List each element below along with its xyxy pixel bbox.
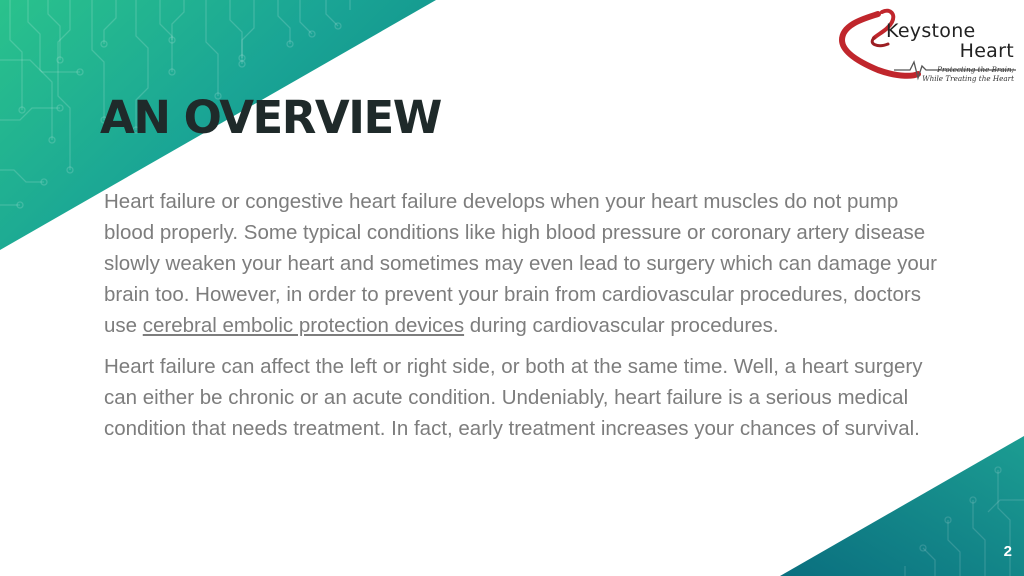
logo-tagline-line2: While Treating the Heart (922, 74, 1014, 83)
logo-tagline-line1: Protecting the Brain; (937, 65, 1014, 74)
logo-tagline (904, 65, 1014, 83)
cerebral-embolic-protection-link[interactable]: cerebral embolic protection devices (142, 314, 465, 337)
logo-wordmark-keystone: Keystone (886, 20, 976, 42)
slide-body (104, 186, 954, 454)
paragraph-1 (104, 186, 954, 341)
keystone-heart-logo[interactable] (838, 4, 1020, 88)
page-number: 2 (1003, 543, 1012, 560)
paragraph-1-text-end: during cardiovascular procedures. (464, 314, 779, 337)
paragraph-2: Heart failure can affect the left or right side, or both at the same time. Well, a heart surgery can either be chronic or an acute condition. Undeniably, heart failure is a serious medical condition that needs treatment. In fact, early treatment increases your chances of survival. (104, 355, 923, 440)
logo-wordmark-heart: Heart (959, 40, 1014, 62)
bottom-right-decoration (780, 436, 1024, 576)
slide-title: AN OVERVIEW (100, 91, 441, 144)
paragraph-1-text: Heart failure or congestive heart failure develops when your heart muscles do not pump blood properly. Some typical conditions like high blood pressure or coronary artery disease slowly weaken your heart and sometimes may even lead to surgery which can damage your brain too. However, in order to prevent your brain from cardiovascular procedures, doctors use (104, 190, 937, 337)
